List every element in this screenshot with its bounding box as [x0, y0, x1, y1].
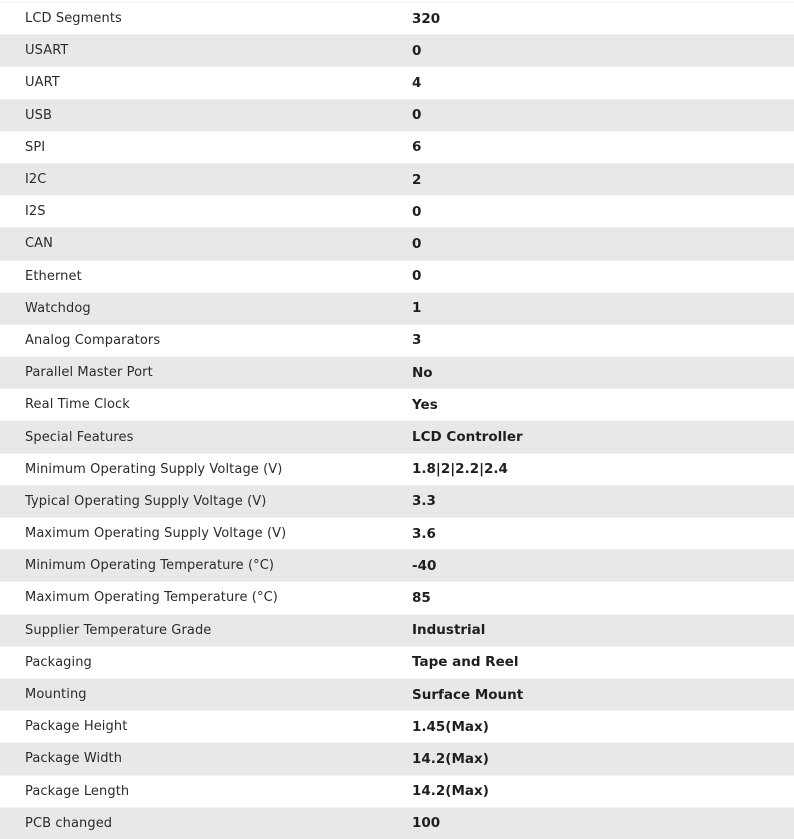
spec-label: Minimum Operating Temperature (°C) — [0, 550, 412, 582]
table-row — [0, 35, 794, 67]
spec-label: Package Width — [0, 743, 412, 775]
spec-label: Minimum Operating Supply Voltage (V) — [0, 453, 412, 485]
spec-value: 14.2(Max) — [412, 743, 794, 775]
table-row — [0, 807, 794, 839]
spec-label: Special Features — [0, 421, 412, 453]
table-row — [0, 646, 794, 678]
table-row — [0, 131, 794, 163]
table-row — [0, 421, 794, 453]
table-row — [0, 485, 794, 517]
specifications-table-body — [0, 3, 794, 839]
table-row — [0, 582, 794, 614]
spec-value: 3.3 — [412, 485, 794, 517]
spec-value: 320 — [412, 3, 794, 35]
table-row — [0, 389, 794, 421]
table-row — [0, 614, 794, 646]
spec-label: Package Height — [0, 711, 412, 743]
table-row — [0, 678, 794, 710]
table-row — [0, 711, 794, 743]
spec-value: Yes — [412, 389, 794, 421]
spec-label: Watchdog — [0, 292, 412, 324]
spec-label: Real Time Clock — [0, 389, 412, 421]
specifications-table — [0, 2, 794, 839]
spec-value: 0 — [412, 196, 794, 228]
spec-label: Maximum Operating Supply Voltage (V) — [0, 518, 412, 550]
spec-label: Package Length — [0, 775, 412, 807]
spec-value: 0 — [412, 35, 794, 67]
spec-value: LCD Controller — [412, 421, 794, 453]
spec-label: Analog Comparators — [0, 324, 412, 356]
spec-label: I2S — [0, 196, 412, 228]
spec-value: 2 — [412, 163, 794, 195]
spec-value: Surface Mount — [412, 678, 794, 710]
spec-value: 0 — [412, 260, 794, 292]
table-row — [0, 99, 794, 131]
spec-value: 85 — [412, 582, 794, 614]
table-row — [0, 292, 794, 324]
spec-label: Mounting — [0, 678, 412, 710]
table-row — [0, 518, 794, 550]
table-row — [0, 196, 794, 228]
spec-value: 1.45(Max) — [412, 711, 794, 743]
spec-label: Maximum Operating Temperature (°C) — [0, 582, 412, 614]
spec-label: Ethernet — [0, 260, 412, 292]
spec-value: 0 — [412, 99, 794, 131]
spec-value: 0 — [412, 228, 794, 260]
spec-value: 14.2(Max) — [412, 775, 794, 807]
table-row — [0, 3, 794, 35]
spec-label: Parallel Master Port — [0, 357, 412, 389]
spec-label: CAN — [0, 228, 412, 260]
spec-label: UART — [0, 67, 412, 99]
spec-value: Industrial — [412, 614, 794, 646]
table-row — [0, 67, 794, 99]
spec-label: LCD Segments — [0, 3, 412, 35]
table-row — [0, 357, 794, 389]
table-row — [0, 260, 794, 292]
spec-value: 6 — [412, 131, 794, 163]
spec-label: PCB changed — [0, 807, 412, 839]
spec-value: Tape and Reel — [412, 646, 794, 678]
table-row — [0, 550, 794, 582]
spec-value: 1.8|2|2.2|2.4 — [412, 453, 794, 485]
spec-value: 1 — [412, 292, 794, 324]
table-row — [0, 453, 794, 485]
table-row — [0, 324, 794, 356]
spec-label: USB — [0, 99, 412, 131]
table-row — [0, 775, 794, 807]
spec-label: SPI — [0, 131, 412, 163]
spec-label: Packaging — [0, 646, 412, 678]
spec-value: 3 — [412, 324, 794, 356]
spec-label: USART — [0, 35, 412, 67]
spec-value: 4 — [412, 67, 794, 99]
spec-value: -40 — [412, 550, 794, 582]
table-row — [0, 228, 794, 260]
table-row — [0, 163, 794, 195]
spec-value: 100 — [412, 807, 794, 839]
spec-label: Typical Operating Supply Voltage (V) — [0, 485, 412, 517]
spec-label: Supplier Temperature Grade — [0, 614, 412, 646]
spec-label: I2C — [0, 163, 412, 195]
spec-value: No — [412, 357, 794, 389]
spec-value: 3.6 — [412, 518, 794, 550]
table-row — [0, 743, 794, 775]
